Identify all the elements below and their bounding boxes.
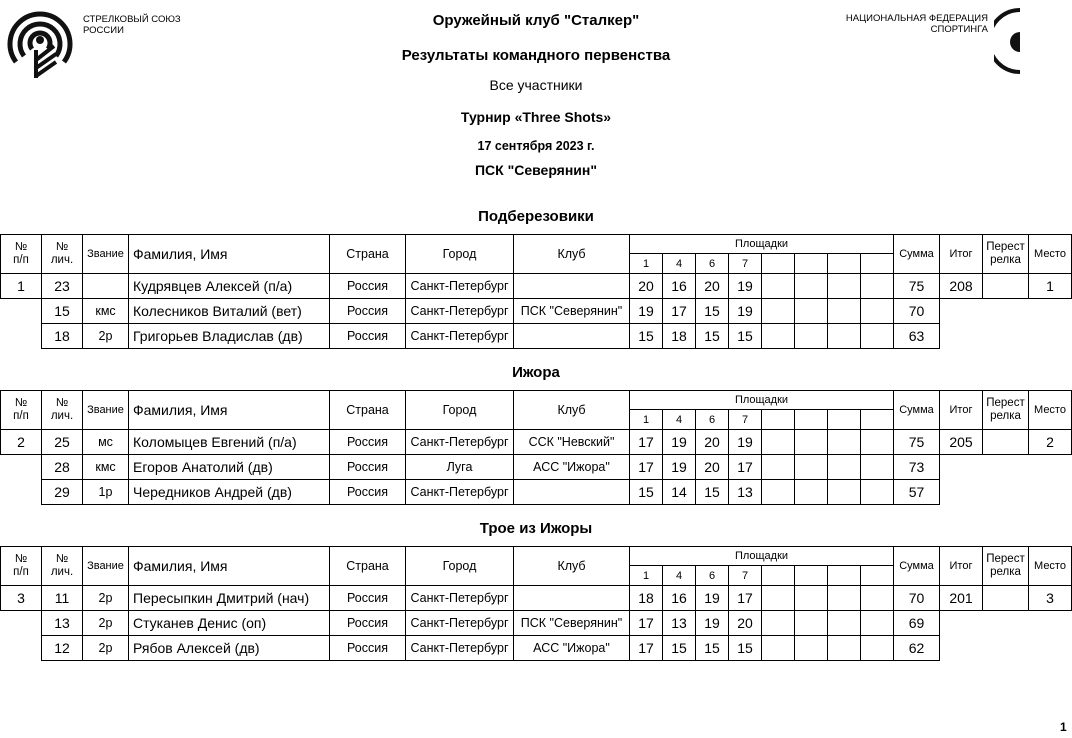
col-header-lic-text bbox=[51, 397, 73, 423]
member-score: 15 bbox=[662, 635, 696, 661]
member-score bbox=[761, 635, 795, 661]
member-score bbox=[860, 454, 894, 480]
org-right-line1: НАЦИОНАЛЬНАЯ ФЕДЕРАЦИЯ bbox=[845, 13, 988, 24]
col-header-shootoff bbox=[982, 546, 1029, 586]
col-header-station-6 bbox=[794, 253, 828, 274]
col-header-total: Итог bbox=[939, 390, 983, 430]
member-sum: 69 bbox=[893, 610, 940, 636]
col-header-stations: Площадки bbox=[629, 390, 894, 410]
member-name: Чередников Андрей (дв) bbox=[128, 479, 330, 505]
member-lic: 12 bbox=[41, 635, 83, 661]
col-header-station-3: 6 bbox=[695, 565, 729, 586]
member-country: Россия bbox=[329, 479, 406, 505]
col-header-station-8 bbox=[860, 409, 894, 430]
team-table bbox=[0, 546, 1072, 671]
col-header-total: Итог bbox=[939, 234, 983, 274]
member-score bbox=[761, 323, 795, 349]
member-score bbox=[827, 429, 861, 455]
member-score: 16 bbox=[662, 585, 696, 611]
col-header-place: Место bbox=[1028, 546, 1072, 586]
member-score: 15 bbox=[728, 323, 762, 349]
member-score: 17 bbox=[629, 454, 663, 480]
col-header-country: Страна bbox=[329, 546, 406, 586]
member-sum: 75 bbox=[893, 273, 940, 299]
member-sum: 73 bbox=[893, 454, 940, 480]
member-club: ПСК "Северянин" bbox=[513, 610, 630, 636]
team-total: 208 bbox=[939, 273, 983, 299]
member-score bbox=[761, 429, 795, 455]
member-club bbox=[513, 479, 630, 505]
member-sum: 70 bbox=[893, 298, 940, 324]
member-score: 20 bbox=[629, 273, 663, 299]
col-header-pp-line1: № bbox=[14, 553, 28, 565]
col-header-shootoff-text bbox=[986, 241, 1024, 267]
member-score bbox=[860, 298, 894, 324]
member-score: 19 bbox=[695, 585, 729, 611]
member-city: Санкт-Петербург bbox=[405, 298, 514, 324]
member-country: Россия bbox=[329, 323, 406, 349]
member-name: Егоров Анатолий (дв) bbox=[128, 454, 330, 480]
member-score: 19 bbox=[728, 298, 762, 324]
member-club: ПСК "Северянин" bbox=[513, 298, 630, 324]
col-header-station-7 bbox=[827, 253, 861, 274]
member-score: 14 bbox=[662, 479, 696, 505]
col-header-station-1: 1 bbox=[629, 409, 663, 430]
team-shootoff bbox=[982, 429, 1029, 455]
col-header-lic-line2: лич. bbox=[50, 566, 74, 578]
col-header-station-4: 7 bbox=[728, 253, 762, 274]
member-score bbox=[827, 585, 861, 611]
col-header-pp-line2: п/п bbox=[13, 566, 29, 578]
member-lic: 11 bbox=[41, 585, 83, 611]
member-sum: 70 bbox=[893, 585, 940, 611]
member-score bbox=[860, 635, 894, 661]
member-score bbox=[827, 298, 861, 324]
member-lic: 25 bbox=[41, 429, 83, 455]
member-name: Коломыцев Евгений (п/а) bbox=[128, 429, 330, 455]
col-header-rank: Звание bbox=[82, 234, 129, 274]
col-header-shootoff-line1: Перест bbox=[986, 397, 1025, 409]
member-score: 15 bbox=[695, 479, 729, 505]
col-header-pp bbox=[0, 234, 42, 274]
member-score: 17 bbox=[629, 610, 663, 636]
col-header-pp-text bbox=[13, 241, 29, 267]
team-place: 2 bbox=[1028, 429, 1072, 455]
member-country: Россия bbox=[329, 610, 406, 636]
col-header-station-1: 1 bbox=[629, 565, 663, 586]
member-score bbox=[794, 635, 828, 661]
report-title: Результаты командного первенства bbox=[401, 47, 671, 64]
col-header-shootoff bbox=[982, 234, 1029, 274]
member-score: 19 bbox=[728, 273, 762, 299]
col-header-shootoff bbox=[982, 390, 1029, 430]
member-score bbox=[827, 610, 861, 636]
col-header-name: Фамилия, Имя bbox=[128, 234, 330, 274]
member-score bbox=[761, 298, 795, 324]
member-score: 13 bbox=[728, 479, 762, 505]
col-header-shootoff-text bbox=[986, 397, 1024, 423]
member-club bbox=[513, 273, 630, 299]
col-header-sum: Сумма bbox=[893, 390, 940, 430]
member-rank: 1р bbox=[82, 479, 129, 505]
col-header-country: Страна bbox=[329, 234, 406, 274]
member-score: 15 bbox=[629, 479, 663, 505]
member-sum: 62 bbox=[893, 635, 940, 661]
col-header-station-2: 4 bbox=[662, 565, 696, 586]
member-score bbox=[827, 454, 861, 480]
col-header-total: Итог bbox=[939, 546, 983, 586]
col-header-pp-line2: п/п bbox=[13, 410, 29, 422]
member-sum: 75 bbox=[893, 429, 940, 455]
org-left-line1: СТРЕЛКОВЫЙ СОЮЗ bbox=[83, 14, 181, 25]
member-country: Россия bbox=[329, 298, 406, 324]
member-country: Россия bbox=[329, 585, 406, 611]
col-header-shootoff-line2: релка bbox=[990, 566, 1021, 578]
member-country: Россия bbox=[329, 454, 406, 480]
team-pp: 1 bbox=[0, 273, 42, 299]
col-header-shootoff-line1: Перест bbox=[986, 553, 1025, 565]
col-header-station-7 bbox=[827, 565, 861, 586]
col-header-stations: Площадки bbox=[629, 234, 894, 254]
member-score bbox=[794, 610, 828, 636]
col-header-pp-line1: № bbox=[14, 241, 28, 253]
member-score bbox=[860, 479, 894, 505]
col-header-club: Клуб bbox=[513, 234, 630, 274]
member-lic: 18 bbox=[41, 323, 83, 349]
team-total: 205 bbox=[939, 429, 983, 455]
team-place: 3 bbox=[1028, 585, 1072, 611]
col-header-station-3: 6 bbox=[695, 253, 729, 274]
member-lic: 28 bbox=[41, 454, 83, 480]
member-city: Санкт-Петербург bbox=[405, 429, 514, 455]
member-country: Россия bbox=[329, 635, 406, 661]
member-score: 19 bbox=[662, 429, 696, 455]
col-header-station-8 bbox=[860, 565, 894, 586]
member-city: Санкт-Петербург bbox=[405, 610, 514, 636]
col-header-shootoff-text bbox=[986, 553, 1024, 579]
col-header-shootoff-line2: релка bbox=[990, 410, 1021, 422]
member-score bbox=[827, 479, 861, 505]
col-header-city: Город bbox=[405, 234, 514, 274]
col-header-pp bbox=[0, 390, 42, 430]
member-score: 18 bbox=[662, 323, 696, 349]
member-score bbox=[794, 479, 828, 505]
col-header-lic bbox=[41, 390, 83, 430]
member-score bbox=[761, 273, 795, 299]
member-score: 19 bbox=[728, 429, 762, 455]
member-name: Кудрявцев Алексей (п/а) bbox=[128, 273, 330, 299]
member-lic: 23 bbox=[41, 273, 83, 299]
team-total: 201 bbox=[939, 585, 983, 611]
col-header-lic-text bbox=[51, 553, 73, 579]
col-header-lic-line1: № bbox=[55, 241, 69, 253]
member-score bbox=[794, 298, 828, 324]
col-header-name: Фамилия, Имя bbox=[128, 390, 330, 430]
member-rank: кмс bbox=[82, 298, 129, 324]
member-score bbox=[761, 454, 795, 480]
col-header-lic bbox=[41, 546, 83, 586]
member-rank: 2р bbox=[82, 610, 129, 636]
col-header-lic bbox=[41, 234, 83, 274]
team-table bbox=[0, 390, 1072, 515]
member-score bbox=[860, 323, 894, 349]
member-lic: 15 bbox=[41, 298, 83, 324]
member-country: Россия bbox=[329, 429, 406, 455]
col-header-city: Город bbox=[405, 546, 514, 586]
member-rank: 2р bbox=[82, 585, 129, 611]
col-header-rank: Звание bbox=[82, 390, 129, 430]
col-header-shootoff-line1: Перест bbox=[986, 241, 1025, 253]
member-score bbox=[860, 429, 894, 455]
col-header-name: Фамилия, Имя bbox=[128, 546, 330, 586]
member-score bbox=[860, 585, 894, 611]
member-score: 20 bbox=[695, 273, 729, 299]
col-header-pp-line2: п/п bbox=[13, 254, 29, 266]
col-header-sum: Сумма bbox=[893, 234, 940, 274]
member-score bbox=[827, 273, 861, 299]
member-name: Григорьев Владислав (дв) bbox=[128, 323, 330, 349]
member-score: 17 bbox=[728, 454, 762, 480]
member-city: Санкт-Петербург bbox=[405, 479, 514, 505]
col-header-lic-line2: лич. bbox=[50, 254, 74, 266]
member-score bbox=[827, 323, 861, 349]
col-header-place: Место bbox=[1028, 390, 1072, 430]
member-score: 19 bbox=[695, 610, 729, 636]
col-header-rank: Звание bbox=[82, 546, 129, 586]
member-name: Стуканев Денис (оп) bbox=[128, 610, 330, 636]
member-sum: 63 bbox=[893, 323, 940, 349]
tournament-name: Турнир «Three Shots» bbox=[460, 109, 612, 125]
member-sum: 57 bbox=[893, 479, 940, 505]
org-left-line2: РОССИИ bbox=[83, 25, 124, 36]
member-score: 17 bbox=[629, 635, 663, 661]
member-club bbox=[513, 585, 630, 611]
report-subtitle: Все участники bbox=[489, 77, 583, 93]
col-header-station-8 bbox=[860, 253, 894, 274]
member-club bbox=[513, 323, 630, 349]
member-rank: кмс bbox=[82, 454, 129, 480]
col-header-station-5 bbox=[761, 409, 795, 430]
member-score bbox=[761, 610, 795, 636]
team-title: Подберезовики bbox=[478, 208, 594, 225]
member-score: 17 bbox=[728, 585, 762, 611]
org-right-line2: СПОРТИНГА bbox=[930, 24, 988, 35]
member-score bbox=[860, 273, 894, 299]
member-score: 15 bbox=[728, 635, 762, 661]
member-score: 19 bbox=[629, 298, 663, 324]
member-score: 15 bbox=[695, 635, 729, 661]
member-score bbox=[761, 585, 795, 611]
member-name: Рябов Алексей (дв) bbox=[128, 635, 330, 661]
col-header-country: Страна bbox=[329, 390, 406, 430]
member-city: Санкт-Петербург bbox=[405, 323, 514, 349]
col-header-club: Клуб bbox=[513, 390, 630, 430]
col-header-station-7 bbox=[827, 409, 861, 430]
member-country: Россия bbox=[329, 273, 406, 299]
team-shootoff bbox=[982, 273, 1029, 299]
col-header-club: Клуб bbox=[513, 546, 630, 586]
col-header-station-2: 4 bbox=[662, 253, 696, 274]
member-score bbox=[860, 610, 894, 636]
col-header-place: Место bbox=[1028, 234, 1072, 274]
tournament-venue: ПСК "Северянин" bbox=[474, 162, 598, 178]
member-lic: 13 bbox=[41, 610, 83, 636]
member-score: 18 bbox=[629, 585, 663, 611]
team-shootoff bbox=[982, 585, 1029, 611]
member-city: Санкт-Петербург bbox=[405, 273, 514, 299]
team-place: 1 bbox=[1028, 273, 1072, 299]
col-header-pp-line1: № bbox=[14, 397, 28, 409]
member-rank: мс bbox=[82, 429, 129, 455]
col-header-station-3: 6 bbox=[695, 409, 729, 430]
team-pp: 3 bbox=[0, 585, 42, 611]
member-score bbox=[794, 585, 828, 611]
member-score: 20 bbox=[695, 429, 729, 455]
member-score: 19 bbox=[662, 454, 696, 480]
col-header-station-5 bbox=[761, 565, 795, 586]
member-score: 20 bbox=[728, 610, 762, 636]
col-header-station-5 bbox=[761, 253, 795, 274]
member-name: Пересыпкин Дмитрий (нач) bbox=[128, 585, 330, 611]
member-rank bbox=[82, 273, 129, 299]
member-score: 20 bbox=[695, 454, 729, 480]
member-club: АСС "Ижора" bbox=[513, 454, 630, 480]
col-header-stations: Площадки bbox=[629, 546, 894, 566]
team-table bbox=[0, 234, 1072, 359]
member-score bbox=[827, 635, 861, 661]
col-header-station-1: 1 bbox=[629, 253, 663, 274]
member-city: Санкт-Петербург bbox=[405, 635, 514, 661]
col-header-pp bbox=[0, 546, 42, 586]
member-score: 16 bbox=[662, 273, 696, 299]
member-rank: 2р bbox=[82, 323, 129, 349]
col-header-pp-text bbox=[13, 397, 29, 423]
col-header-sum: Сумма bbox=[893, 546, 940, 586]
member-score bbox=[794, 429, 828, 455]
member-score bbox=[794, 454, 828, 480]
col-header-shootoff-line2: релка bbox=[990, 254, 1021, 266]
member-score: 17 bbox=[629, 429, 663, 455]
team-pp: 2 bbox=[0, 429, 42, 455]
col-header-station-6 bbox=[794, 409, 828, 430]
tournament-date: 17 сентября 2023 г. bbox=[477, 139, 595, 153]
member-club: ССК "Невский" bbox=[513, 429, 630, 455]
member-score: 15 bbox=[629, 323, 663, 349]
member-name: Колесников Виталий (вет) bbox=[128, 298, 330, 324]
member-city: Санкт-Петербург bbox=[405, 585, 514, 611]
col-header-city: Город bbox=[405, 390, 514, 430]
member-score: 15 bbox=[695, 323, 729, 349]
col-header-station-4: 7 bbox=[728, 565, 762, 586]
member-score: 17 bbox=[662, 298, 696, 324]
team-title: Трое из Ижоры bbox=[479, 520, 593, 537]
col-header-lic-line1: № bbox=[55, 397, 69, 409]
col-header-lic-line2: лич. bbox=[50, 410, 74, 422]
col-header-station-6 bbox=[794, 565, 828, 586]
club-name: Оружейный клуб "Сталкер" bbox=[432, 12, 640, 29]
member-score: 15 bbox=[695, 298, 729, 324]
col-header-station-2: 4 bbox=[662, 409, 696, 430]
col-header-pp-text bbox=[13, 553, 29, 579]
member-lic: 29 bbox=[41, 479, 83, 505]
member-score bbox=[761, 479, 795, 505]
team-title: Ижора bbox=[512, 364, 560, 381]
member-score bbox=[794, 323, 828, 349]
member-score bbox=[794, 273, 828, 299]
col-header-station-4: 7 bbox=[728, 409, 762, 430]
member-city: Луга bbox=[405, 454, 514, 480]
col-header-lic-text bbox=[51, 241, 73, 267]
col-header-lic-line1: № bbox=[55, 553, 69, 565]
member-rank: 2р bbox=[82, 635, 129, 661]
member-score: 13 bbox=[662, 610, 696, 636]
member-club: АСС "Ижора" bbox=[513, 635, 630, 661]
page-number: 1 bbox=[1060, 720, 1067, 734]
